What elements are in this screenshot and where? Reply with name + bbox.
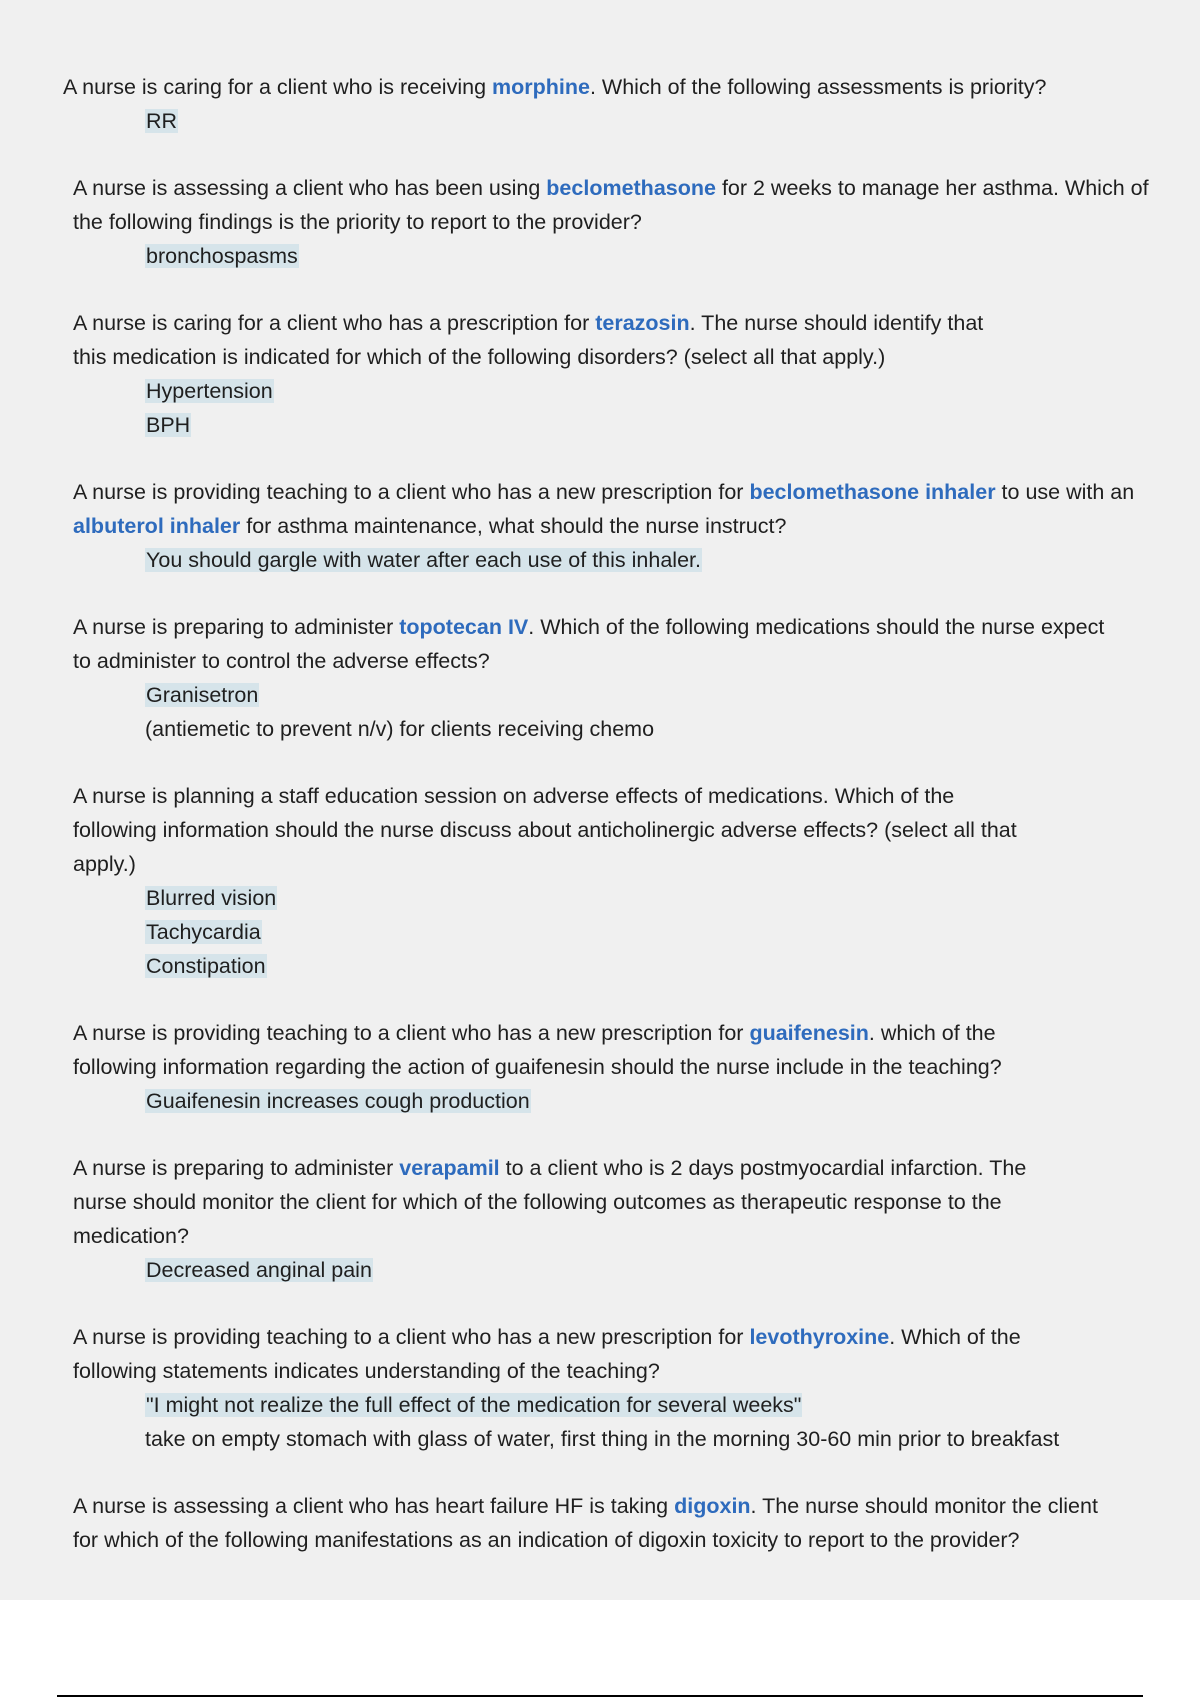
highlighted-answer: "I might not realize the full effect of the medication for several weeks" (146, 1393, 802, 1417)
highlighted-answer: Hypertension (146, 379, 273, 403)
question-text: A nurse is assessing a client who has been using (73, 176, 547, 200)
drug-name: topotecan IV (399, 615, 529, 639)
question-text-line (73, 1050, 1002, 1084)
answer-line (145, 1422, 1059, 1456)
answer-line (145, 543, 702, 577)
drug-name: albuterol inhaler (73, 514, 241, 538)
question-text: following statements indicates understanding of the teaching? (73, 1359, 660, 1383)
drug-name: guaifenesin (749, 1021, 869, 1045)
question-text: nurse should monitor the client for which of the following outcomes as therapeutic response to the (73, 1190, 1002, 1214)
question-text-line (73, 306, 983, 340)
question-text: for 2 weeks to manage her asthma. Which of (715, 176, 1149, 200)
question-text: A nurse is planning a staff education session on adverse effects of medications. Which of the (73, 784, 955, 808)
question-text-line (73, 813, 1017, 847)
question-text: to use with an (995, 480, 1135, 504)
answer-line (145, 1253, 373, 1287)
answer-line (145, 1084, 531, 1118)
question-text: . Which of the (889, 1325, 1021, 1349)
question-text: following information should the nurse discuss about anticholinergic adverse effects? (select all that (73, 818, 1017, 842)
highlighted-answer: BPH (146, 413, 191, 437)
drug-name: beclomethasone inhaler (749, 480, 996, 504)
drug-name: beclomethasone (546, 176, 716, 200)
answer-line (145, 949, 267, 983)
question-text-line (63, 70, 1046, 104)
question-text-line (73, 610, 1104, 644)
question-text: following information regarding the action of guaifenesin should the nurse include in the teaching? (73, 1055, 1002, 1079)
question-text: . Which of the following medications should the nurse expect (528, 615, 1105, 639)
question-text: A nurse is preparing to administer (73, 1156, 400, 1180)
question-text-line (73, 1151, 1026, 1185)
question-text: for which of the following manifestations as an indication of digoxin toxicity to report to the provider? (73, 1528, 1020, 1552)
answer-line (145, 678, 259, 712)
highlighted-answer: Tachycardia (146, 920, 261, 944)
highlighted-answer: Decreased anginal pain (146, 1258, 372, 1282)
question-text-line (73, 205, 642, 239)
question-text-line (73, 1185, 1002, 1219)
question-text: A nurse is preparing to administer (73, 615, 400, 639)
answer-line (145, 712, 654, 746)
answer-line (145, 1388, 802, 1422)
question-text: to administer to control the adverse effects? (73, 649, 490, 673)
answer-line (145, 239, 299, 273)
question-text: A nurse is caring for a client who has a prescription for (73, 311, 596, 335)
question-text: . The nurse should identify that (689, 311, 984, 335)
question-text-line (73, 340, 885, 374)
drug-name: morphine (492, 75, 590, 99)
question-text: A nurse is providing teaching to a client who has a new prescription for (73, 1021, 750, 1045)
answer-line (145, 408, 191, 442)
question-text: A nurse is providing teaching to a client who has a new prescription for (73, 1325, 750, 1349)
question-text-line (73, 1219, 189, 1253)
question-text: A nurse is assessing a client who has heart failure HF is taking (73, 1494, 675, 1518)
question-text-line (73, 1354, 660, 1388)
highlighted-answer: RR (146, 109, 178, 133)
question-text-line (73, 1320, 1021, 1354)
question-text-line (73, 171, 1149, 205)
highlighted-answer: Granisetron (146, 683, 259, 707)
answer-line (145, 881, 277, 915)
question-text-line (73, 1016, 996, 1050)
highlighted-answer: Guaifenesin increases cough production (146, 1089, 530, 1113)
answer-line (145, 374, 274, 408)
question-text: this medication is indicated for which of the following disorders? (select all that apply.) (73, 345, 886, 369)
question-text: medication? (73, 1224, 189, 1248)
drug-name: digoxin (674, 1494, 751, 1518)
drug-name: levothyroxine (749, 1325, 890, 1349)
drug-name: verapamil (399, 1156, 500, 1180)
answer-line (145, 104, 178, 138)
question-text: . which of the (868, 1021, 996, 1045)
question-text: A nurse is caring for a client who is receiving (63, 75, 493, 99)
answer-note: take on empty stomach with glass of water, first thing in the morning 30-60 min prior to breakfast (145, 1427, 1060, 1451)
question-text: apply.) (73, 852, 136, 876)
highlighted-answer: You should gargle with water after each use of this inhaler. (146, 548, 701, 572)
highlighted-answer: Blurred vision (146, 886, 277, 910)
question-text-line (73, 779, 954, 813)
question-text-line (73, 509, 786, 543)
question-text-line (73, 475, 1134, 509)
question-text-line (73, 644, 490, 678)
question-text: to a client who is 2 days postmyocardial infarction. The (499, 1156, 1027, 1180)
answer-note: (antiemetic to prevent n/v) for clients receiving chemo (145, 717, 655, 741)
question-text-line (73, 1523, 1020, 1557)
answer-line (145, 915, 262, 949)
question-text: A nurse is providing teaching to a client who has a new prescription for (73, 480, 750, 504)
question-text: . Which of the following assessments is priority? (589, 75, 1047, 99)
question-text: . The nurse should monitor the client (750, 1494, 1098, 1518)
question-text-line (73, 847, 136, 881)
footer-rule (57, 1695, 1143, 1697)
highlighted-answer: bronchospasms (146, 244, 298, 268)
drug-name: terazosin (595, 311, 690, 335)
question-text: the following findings is the priority to report to the provider? (73, 210, 642, 234)
question-text: for asthma maintenance, what should the nurse instruct? (240, 514, 787, 538)
highlighted-answer: Constipation (146, 954, 266, 978)
question-text-line (73, 1489, 1098, 1523)
